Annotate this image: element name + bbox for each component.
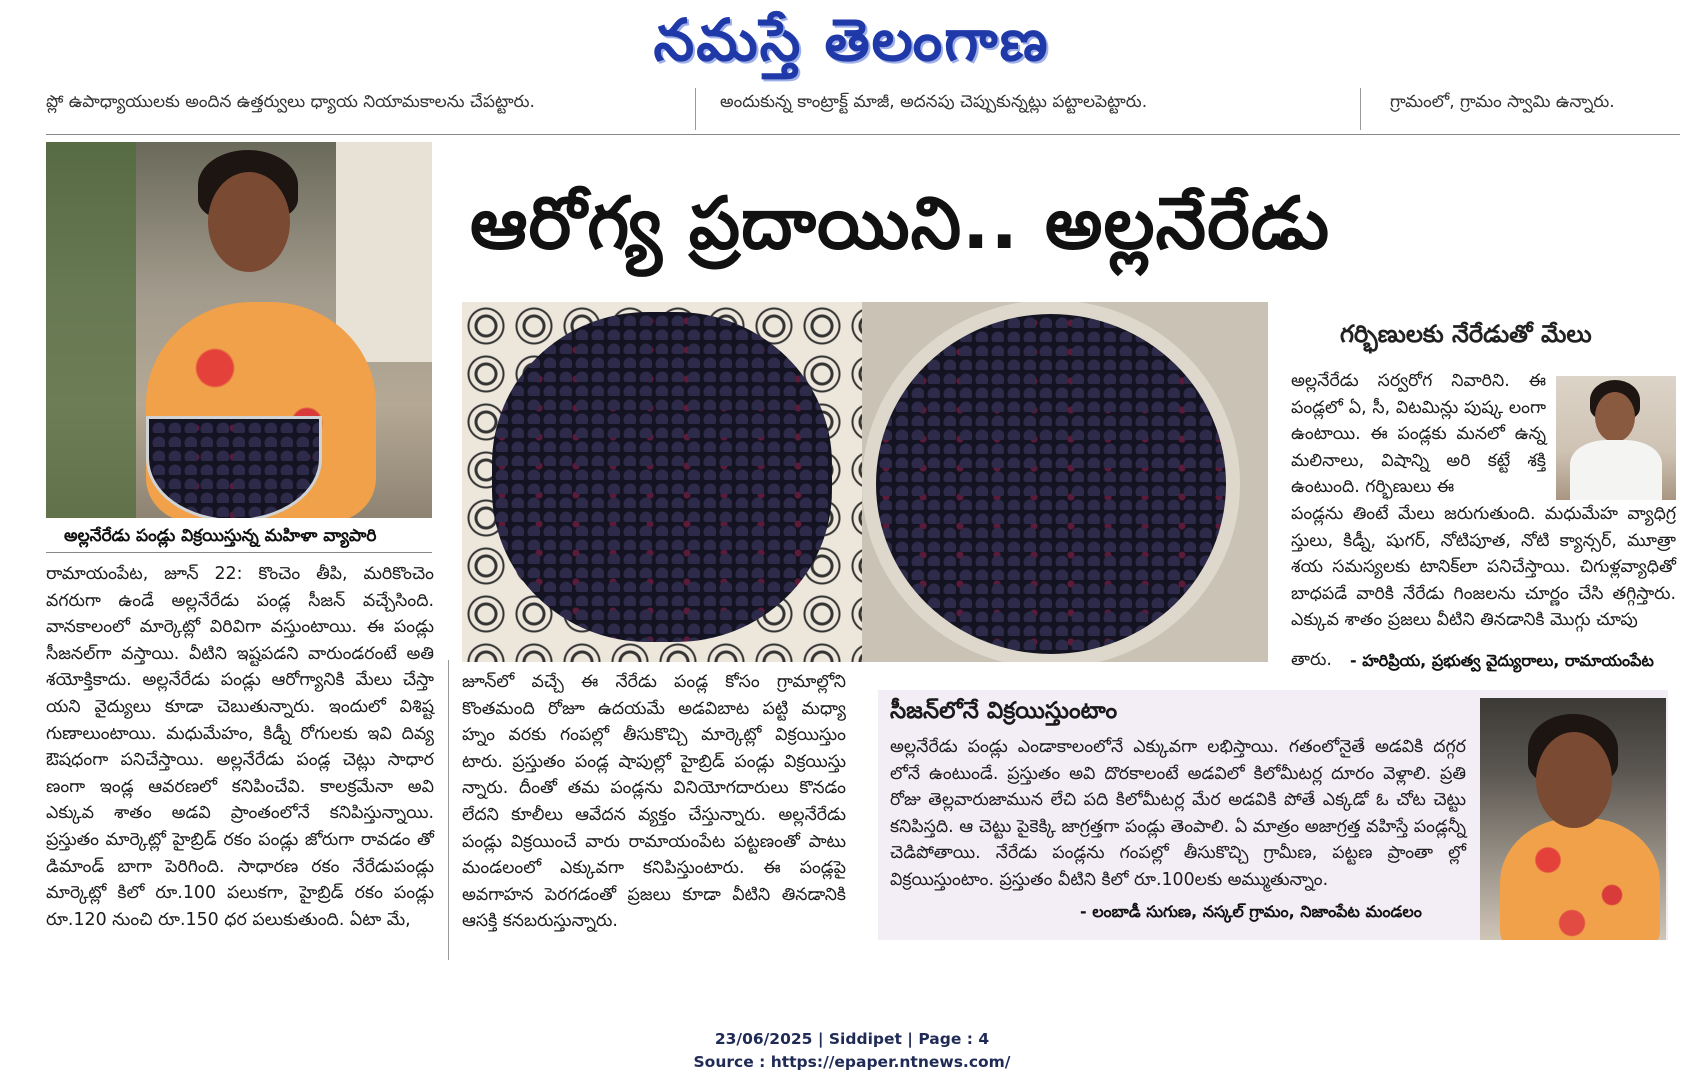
story-column-2: జూన్‌లో వచ్చే ఈ నేరేడు పండ్ల కోసం గ్రామాల్లోని కొంతమంది రోజూ ఉదయమే అడవిబాట పట్టి మధ్యా హ్నం వరకు గంపల్లో తీసుకొచ్చి మార్కెట్లో విక్రయిస్తుం టారు. ప్రస్తుతం పండ్ల షాపుల్లో హైబ్రిడ్ పండ్లు విక్రయిస్తు న్నారు. దీంతో తమ పండ్లను వినియోగదారులు కొనడం లేదని కూలీలు ఆవేదన వ్యక్తం చేస్తున్నారు. అల్లనేరేడు పండ్లు విక్రయించే వారు రామాయంపేట పట్టణంతో పాటు మండలంలో ఎక్కువగా కనిపిస్తుంటారు. ఈ పండ్లపై అవగాహన పెరగడంతో ప్రజలు కూడా వీటిని తినడానికి ఆసక్తి కనబరుస్తున్నారు. [462, 672, 846, 932]
headline: ఆరోగ్య ప్రదాయిని.. అల్లనేరేడు [470, 181, 1330, 265]
jamun-baskets-photo [462, 302, 1268, 662]
vendor-woman-photo [46, 142, 432, 518]
page-info: 23/06/2025 | Siddipet | Page : 4 [714, 1030, 990, 1048]
face-shape [1536, 732, 1612, 828]
foliage-shape [46, 142, 136, 518]
caption-rule [46, 552, 432, 553]
previous-article-strip-2: అందుకున్న కాంట్రాక్ట్ మాజీ, అదనపు చెప్పుకున్నట్లు పట్టాలపెట్టారు. [720, 92, 1148, 112]
newspaper-masthead: నమస్తే తెలంగాణ [653, 6, 1050, 74]
box-title: సీజన్‌లోనే విక్రయిస్తుంటాం [890, 698, 1118, 724]
doctor-credit: - హరిప్రియ, ప్రభుత్వ వైద్యురాలు, రామాయంపేట [1350, 651, 1654, 670]
source-link[interactable]: Source : https://epaper.ntnews.com/ [693, 1053, 1011, 1071]
sidebar-text-wrapped: అల్లనేరేడు సర్వరోగ నివారిని. ఈ పండ్లలో ఏ, సీ, విటమిన్లు పుష్క లంగా ఉంటాయి. ఈ పండ్లకు మనలో ఉన్న మలినాలు, విషాన్ని అరి కట్టే శక్తి ఉంటుంది. గర్భిణులు ఈ [1291, 371, 1546, 498]
column-divider [1360, 88, 1361, 130]
sidebar-subhead: గర్భిణులకు నేరేడుతో మేలు [1340, 320, 1592, 348]
previous-article-strip-1: ప్లో ఉపాధ్యాయులకు అందిన ఉత్తర్వులు ధ్యాయ నియామకాలను చేపట్టారు. [46, 92, 535, 112]
saree-shape [1500, 818, 1660, 940]
vendor-portrait-photo [1480, 698, 1666, 940]
berry-bowl-shape [146, 416, 322, 518]
cloth-bundle-shape [336, 142, 432, 362]
sidebar-text: పండ్లను తింటే మేలు జరుగుతుంది. మధుమేహ వ్యాధిగ్ర స్తులు, కిడ్నీ, షుగర్, నోటిపూత, నోటి క్యాన్సర్, మూత్రా శయ సమస్యలకు టానిక్‌లా పనిచేస్తాయి. చిగుళ్లవ్యాధితో బాధపడే వారికి నేరేడు గింజలను చూర్ణం చేసి తగ్గిస్తారు. ఎక్కువ శాతం ప్రజలు వీటిని తినడానికి మొగ్గు చూపు [1291, 504, 1676, 631]
article-top-rule [46, 134, 1680, 135]
vendor-credit: - లంబాడీ సుగుణ, నస్కల్ గ్రామం, నిజాంపేట మండలం [1080, 902, 1422, 921]
previous-article-strip-3: గ్రామంలో, గ్రామం స్వామి ఉన్నారు. [1390, 92, 1615, 112]
berries-left-shape [492, 312, 832, 642]
face-shape [1595, 392, 1635, 442]
doctor-photo [1556, 376, 1676, 500]
face-shape [208, 172, 290, 272]
box-text: అల్లనేరేడు పండ్లు ఎండాకాలంలోనే ఎక్కువగా లభిస్తాయి. గతంలోనైతే అడవికి దగ్గర లోనే ఉంటుండే. ప్రస్తుతం అవి దొరకాలంటే అడవిలో కిలోమీటర్ల దూరం వెళ్లాలి. ప్రతి రోజు తెల్లవారుజామున లేచి పది కిలోమీటర్ల మేర అడవికి పోతే ఎక్కడో ఓ చోట చెట్టు కనిపిస్తది. ఆ చెట్టు పైకెక్కి జాగ్రత్తగా పండ్లు తెంపాలి. ఏ మాత్రం అజాగ్రత్త వహిస్తే పండ్లన్నీ చెడిపోతాయి. నేరేడు పండ్లను గంపల్లో తీసుకొచ్చి గ్రామీణ, పట్టణ ప్రాంతా ల్లో విక్రయిస్తుంటాం. ప్రస్తుతం వీటిని కిలో రూ.100లకు అమ్ముతున్నాం. [890, 737, 1466, 890]
white-coat-shape [1570, 440, 1662, 500]
berries-right-shape [862, 302, 1240, 662]
column-divider [695, 88, 696, 130]
column-divider [448, 660, 449, 960]
story-column-1: రామాయంపేట, జూన్ 22: కొంచెం తీపి, మరికొంచెం వగరుగా ఉండే అల్లనేరేడు పండ్ల సీజన్ వచ్చేసింది. వానకాలంలో మార్కెట్లో విరివిగా వస్తుంటాయి. ఈ పండ్లు సీజనల్‌గా వస్తాయి. వీటిని ఇష్టపడని వారుండరంటే అతి శయోక్తికాదు. అల్లనేరేడు పండ్లు ఆరోగ్యానికి మేలు చేస్తా యని వైద్యులు కూడా చెబుతున్నారు. ఇందులో విశిష్ట గుణాలుంటాయి. మధుమేహం, కిడ్నీ రోగులకు ఇవి దివ్య ఔషధంగా పనిచేస్తాయి. అల్లనేరేడు పండ్ల చెట్లు సాధార ణంగా ఇండ్ల ఆవరణలో కనిపించేవి. కాలక్రమేనా అవి ఎక్కువ శాతం అడవి ప్రాంతంలోనే కనిపిస్తున్నాయి. ప్రస్తుతం మార్కెట్లో హైబ్రిడ్ రకం పండ్లు జోరుగా రావడం తో డిమాండ్ బాగా పెరిగింది. సాధారణ రకం నేరేడుపండ్లు మార్కెట్లో కిలో రూ.100 పలుకగా, హైబ్రిడ్ రకం పండ్లు రూ.120 నుంచి రూ.150 ధర పలుకుతుంది. ఏటా మే, [46, 564, 434, 930]
sidebar-text-end: తారు. [1291, 650, 1332, 670]
photo-caption: అల్లనేరేడు పండ్లు విక్రయిస్తున్న మహిళా వ్యాపారి [64, 526, 377, 546]
